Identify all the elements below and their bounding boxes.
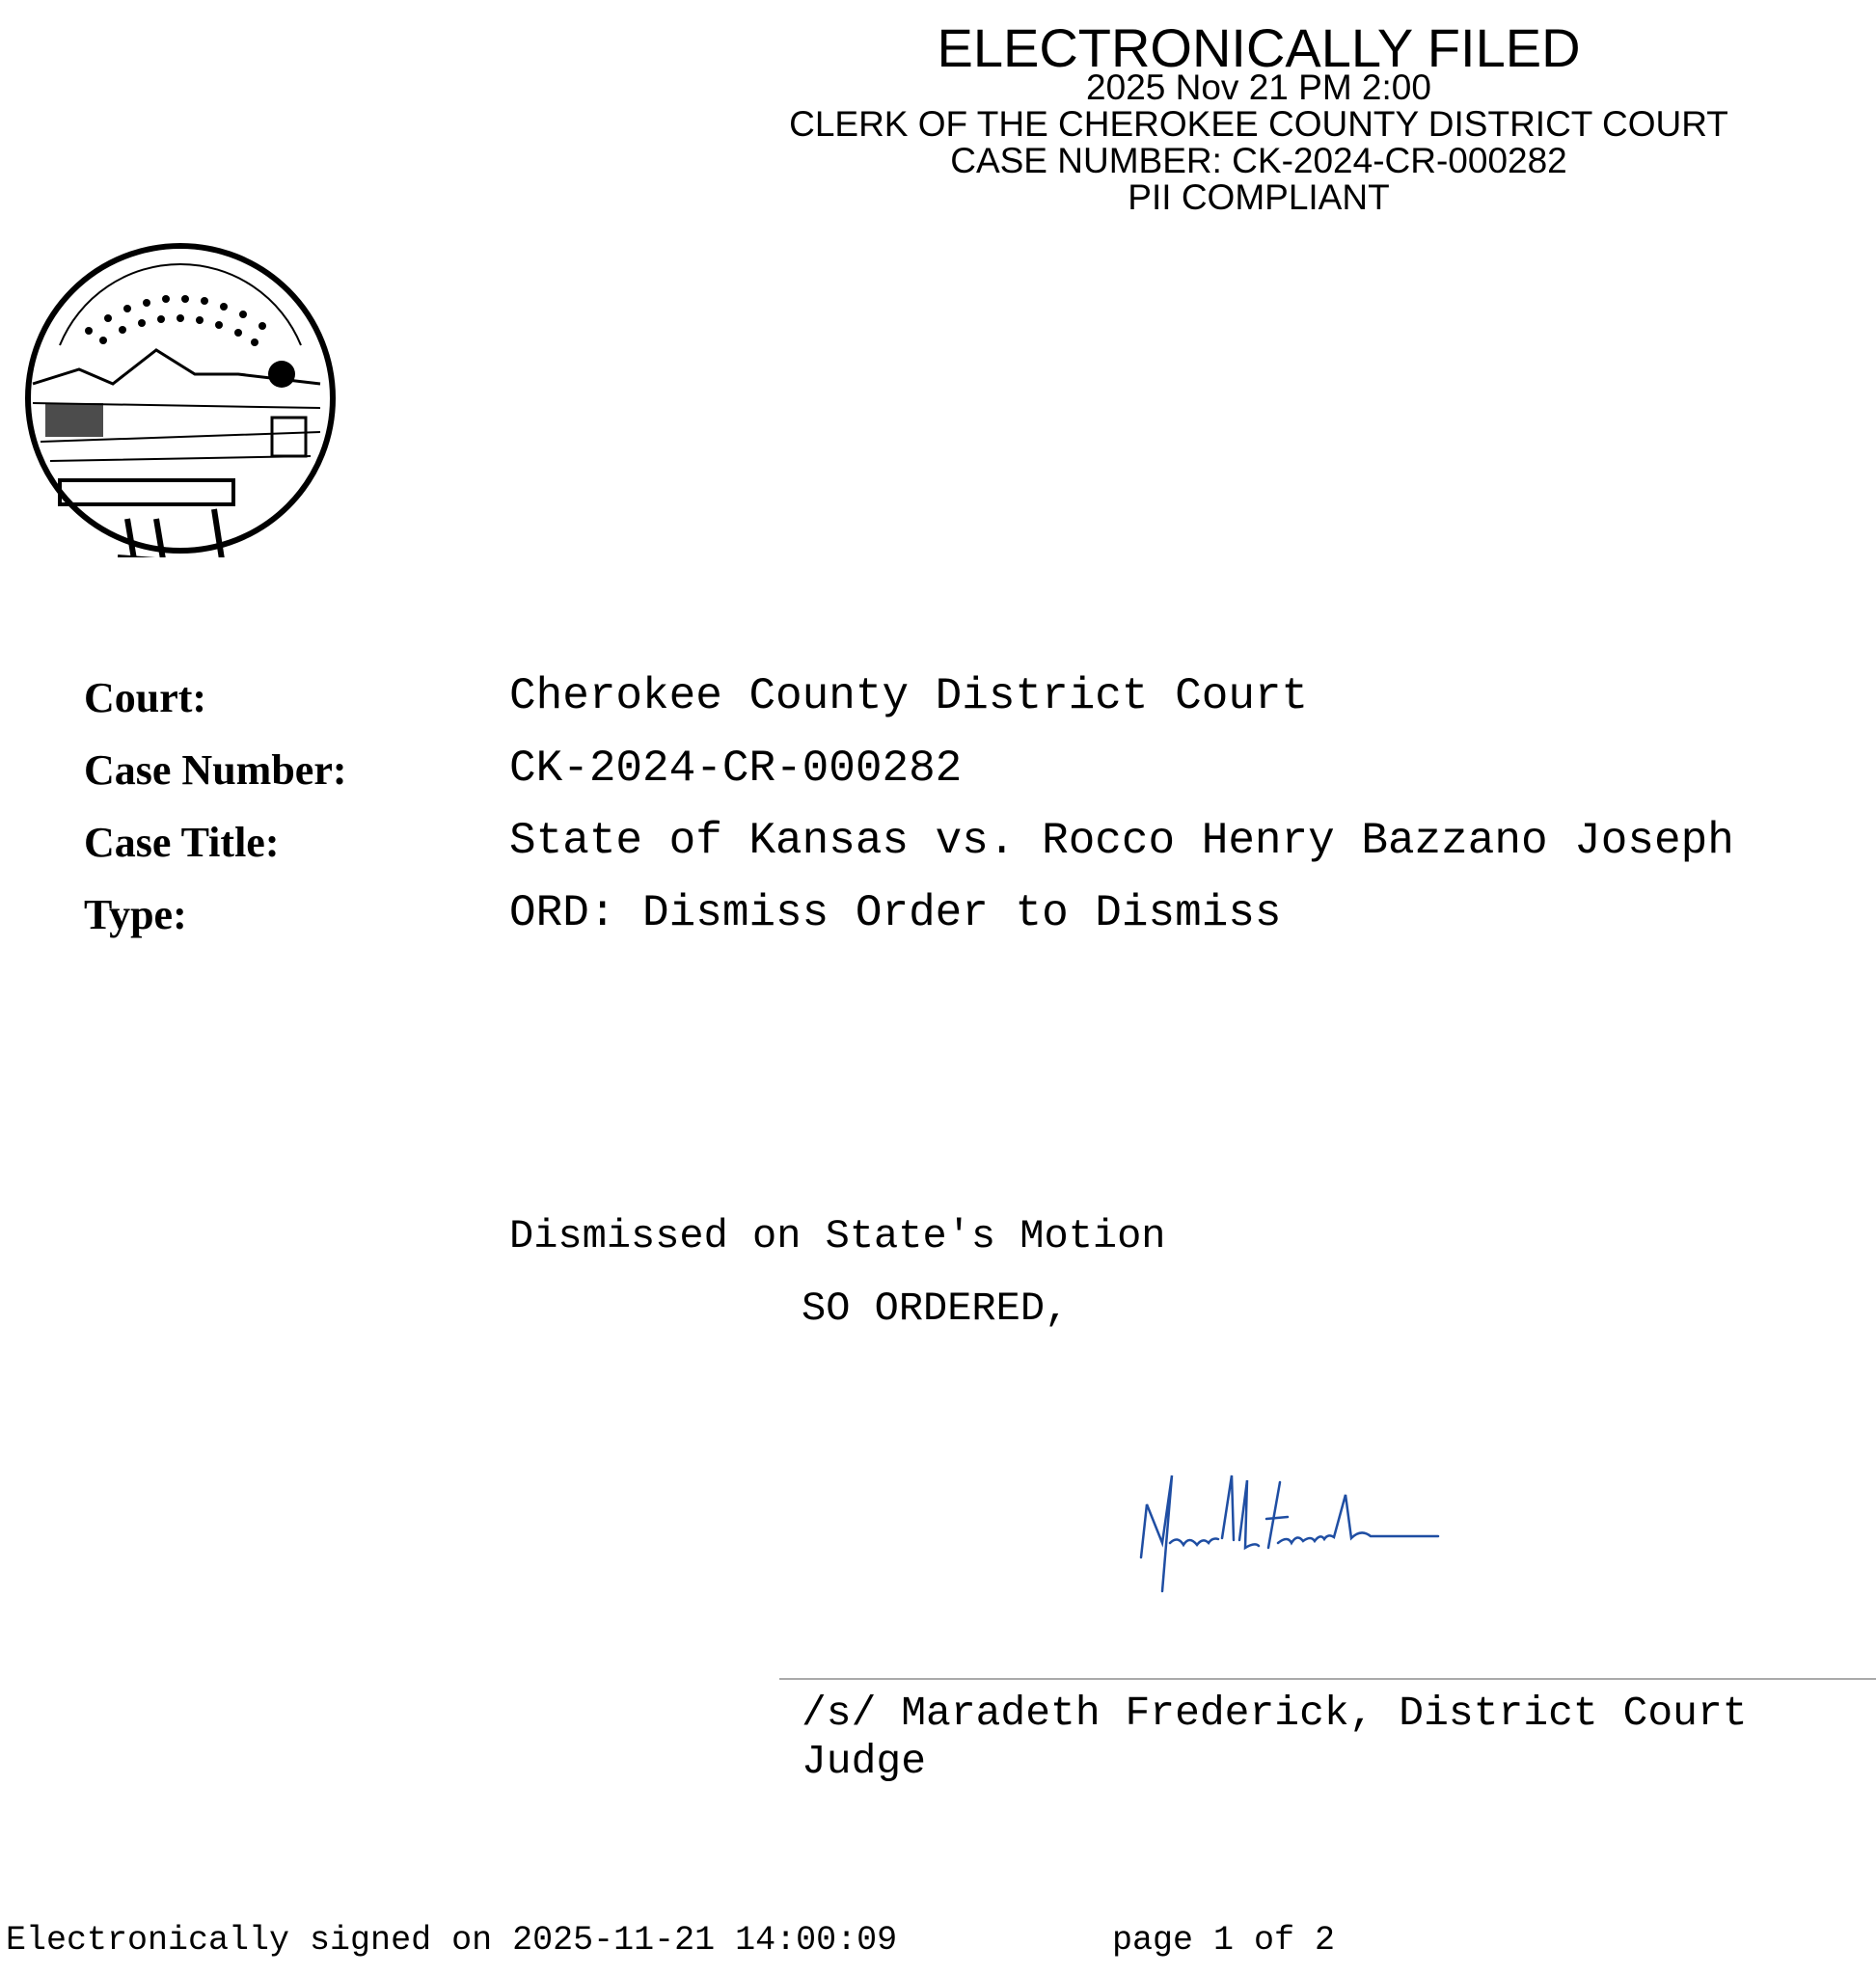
handwritten-signature	[1133, 1471, 1519, 1606]
court-value: Cherokee County District Court	[509, 671, 1309, 721]
type-label: Type:	[84, 891, 187, 938]
kansas-seal-icon	[21, 239, 340, 557]
case-number-label: Case Number:	[84, 746, 347, 794]
stamp-case-number: CASE NUMBER: CK-2024-CR-000282	[950, 141, 1567, 180]
court-label: Court:	[84, 674, 207, 721]
so-ordered-text: SO ORDERED,	[802, 1285, 1070, 1332]
signature-name: /s/ Maradeth Frederick, District Court	[802, 1690, 1748, 1737]
type-value: ORD: Dismiss Order to Dismiss	[509, 888, 1282, 938]
signature-title: Judge	[802, 1738, 927, 1785]
footer-signed: Electronically signed on 2025-11-21 14:00:09	[6, 1921, 898, 1960]
case-title-value: State of Kansas vs. Rocco Henry Bazzano Joseph	[509, 816, 1734, 866]
stamp-datetime: 2025 Nov 21 PM 2:00	[1086, 68, 1431, 107]
case-title-label: Case Title:	[84, 819, 280, 866]
case-number-value: CK-2024-CR-000282	[509, 744, 963, 794]
signature-line	[779, 1678, 1876, 1680]
stamp-compliance: PII COMPLIANT	[1128, 177, 1390, 217]
ruling-text: Dismissed on State's Motion	[509, 1213, 1166, 1259]
stamp-title: ELECTRONICALLY FILED	[937, 17, 1581, 78]
stamp-clerk: CLERK OF THE CHEROKEE COUNTY DISTRICT COURT	[789, 104, 1728, 144]
footer-page: page 1 of 2	[1112, 1921, 1336, 1960]
